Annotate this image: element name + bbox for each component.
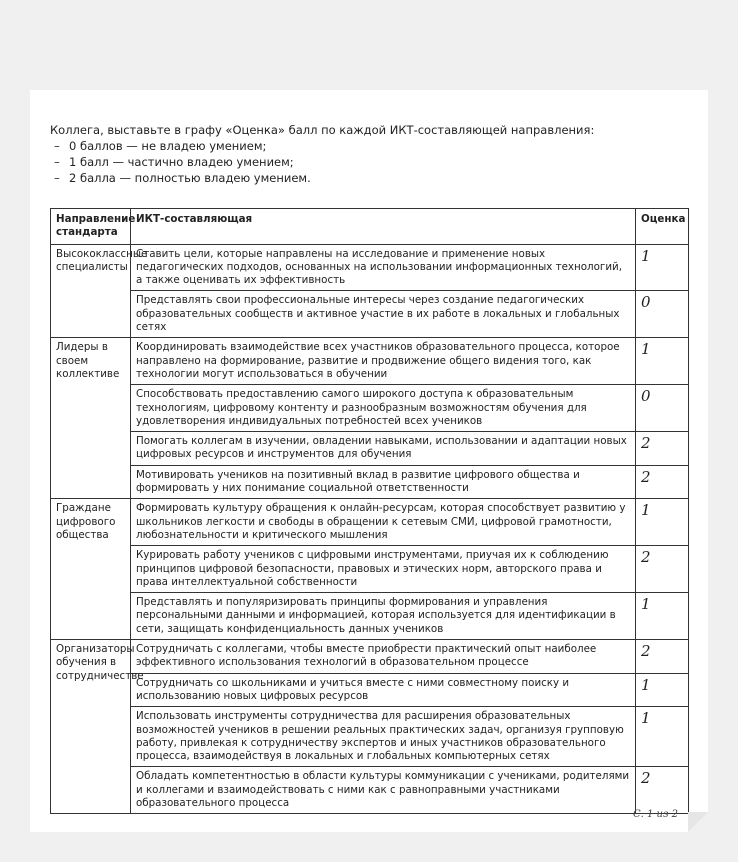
component-cell: Координировать взаимодействие всех участников образовательного процесса, которое направлено на формирование, развитие и продвижение общего видения того, как технологии могут использоваться в обучении [131,338,636,385]
score-cell[interactable]: 2 [636,546,689,593]
scale-item-2: – 2 балла — полностью владею умением. [54,171,311,185]
score-cell[interactable]: 1 [636,707,689,767]
component-cell: Обладать компетентностью в области культуры коммуникации с учениками, родителями и коллегами и взаимодействовать с ними как с равноправными участниками образовательного процесса [131,767,636,814]
table-row [51,465,689,499]
direction-cell: Граждане цифрового общества [51,499,131,640]
component-cell: Курировать работу учеников с цифровыми инструментами, приучая их к соблюдению принципов цифровой безопасности, правовых и этических норм, авторского права и права интеллектуальной собственности [131,546,636,593]
component-cell: Сотрудничать с коллегами, чтобы вместе приобрести практический опыт наиболее эффективного использования технологий в образовательном процессе [131,640,636,674]
score-cell[interactable]: 2 [636,432,689,466]
table-row [51,385,689,432]
table-row [51,767,689,814]
score-cell[interactable]: 0 [636,291,689,338]
table-row [51,338,689,385]
document-page [30,90,708,832]
score-cell[interactable]: 0 [636,385,689,432]
instructions-intro: Коллега, выставьте в графу «Оценка» балл по каждой ИКТ-составляющей направления: [50,123,595,137]
component-cell: Использовать инструменты сотрудничества для расширения образовательных возможностей учеников в решении реальных практических задач, организуя групповую работу, привлекая к сотрудничеству экспертов и иных участников образовательного процесса, взаимодействуя в локальных и глобальных компьютерных сетях [131,707,636,767]
score-cell[interactable]: 1 [636,338,689,385]
table-row [51,432,689,466]
score-cell[interactable]: 2 [636,640,689,674]
scale-item-1: – 1 балл — частично владею умением; [54,155,294,169]
instructions [50,122,690,186]
score-cell[interactable]: 1 [636,593,689,640]
header-direction: Направление стандарта [51,209,131,245]
score-cell[interactable]: 1 [636,244,689,291]
component-cell: Представлять и популяризировать принципы формирования и управления персональными данными и информацией, которая используется для идентификации в сети, защищать конфиденциальность данных учеников [131,593,636,640]
component-cell: Представлять свои профессиональные интересы через создание педагогических образовательных сообществ и активное участие в их работе в локальных и глобальных сетях [131,291,636,338]
score-cell[interactable]: 2 [636,767,689,814]
component-cell: Ставить цели, которые направлены на исследование и применение новых педагогических подходов, основанных на использовании информационных технологий, а также оценивать их эффективность [131,244,636,291]
header-score: Оценка [636,209,689,245]
direction-cell: Организаторы обучения в сотрудничестве [51,640,131,814]
direction-cell: Лидеры в своем коллективе [51,338,131,499]
component-cell: Мотивировать учеников на позитивный вклад в развитие цифрового общества и формировать у них понимание социальной ответственности [131,465,636,499]
table-row [51,640,689,674]
table-row [51,707,689,767]
component-cell: Формировать культуру обращения к онлайн-ресурсам, которая способствует развитию у школьников легкости и свободы в обращении к сетевым СМИ, цифровой грамотности, любознательности и критического мышления [131,499,636,546]
header-component: ИКТ-составляющая [131,209,636,245]
table-row [51,593,689,640]
score-cell[interactable]: 1 [636,673,689,707]
score-cell[interactable]: 1 [636,499,689,546]
component-cell: Способствовать предоставлению самого широкого доступа к образовательным технологиям, цифровому контенту и разнообразным возможностям обучения для удовлетворения индивидуальных потребностей всех учеников [131,385,636,432]
table-row [51,291,689,338]
component-cell: Сотрудничать со школьниками и учиться вместе с ними совместному поиску и использованию новых цифровых ресурсов [131,673,636,707]
table-header-row [51,209,689,245]
table-row [51,673,689,707]
table-row [51,546,689,593]
table-row [51,499,689,546]
scale-item-0: – 0 баллов — не владею умением; [54,139,267,153]
ict-assessment-table [50,208,689,814]
score-cell[interactable]: 2 [636,465,689,499]
component-cell: Помогать коллегам в изучении, овладении навыками, использовании и адаптации новых цифровых ресурсов и инструментов для обучения [131,432,636,466]
page-fold-corner [688,812,708,832]
table-row [51,244,689,291]
direction-cell: Высококлассные специалисты [51,244,131,338]
page-number: С. 1 из 2 [633,809,678,820]
